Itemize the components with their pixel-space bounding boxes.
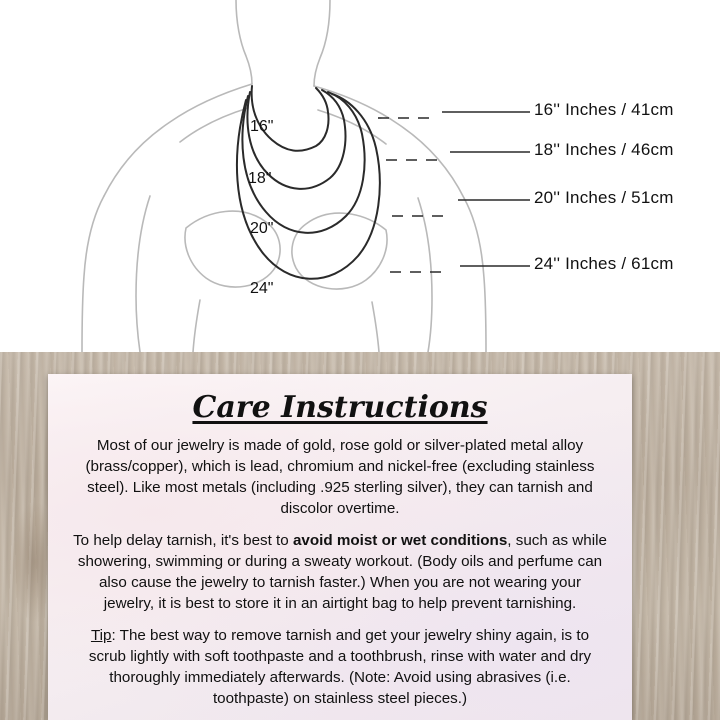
legend-item-16in: 16'' Inches / 41cm <box>534 100 674 119</box>
care-instructions-card <box>48 374 632 720</box>
care-text-2a: To help delay tarnish, it's best to <box>73 531 293 549</box>
care-instructions-panel <box>0 352 720 720</box>
chain-label-20: 20" <box>250 220 274 237</box>
care-text-3a-underline: Tip <box>90 626 112 644</box>
chain-label-18: 18" <box>248 170 272 187</box>
care-paragraph-2 <box>72 531 608 615</box>
legend-item-24in: 24'' Inches / 61cm <box>534 254 674 273</box>
care-text-3b: : The best way to remove tarnish and get your jewelry shiny again, is to scrub lightly with soft toothpaste and a toothbrush, rinse with water and dry thoroughly immediately afterwards. (Note: Avoid using abrasives (i.e. toothpaste) on stainless steel pieces.) <box>88 626 592 707</box>
care-paragraph-3 <box>72 626 608 710</box>
torso-illustration <box>0 0 720 352</box>
care-text-1a: Most of our jewelry is made of gold, rose gold or silver-plated metal alloy (brass/copper), which is lead, chromium and nickel-free (excluding stainless steel). Like most metals (including .925 sterling silver), they can tarnish and discolor overtime. <box>85 437 595 517</box>
legend-item-18in: 18'' Inches / 46cm <box>534 140 674 159</box>
necklace-length-diagram <box>0 0 720 352</box>
chain-label-16: 16" <box>250 118 274 135</box>
care-paragraph-1 <box>72 436 608 520</box>
legend-item-20in: 20'' Inches / 51cm <box>534 188 674 207</box>
care-instructions-title: Care Instructions <box>192 390 488 425</box>
care-text-2c: , such as while showering, swimming or during a sweaty workout. (Body oils and perfume can also cause the jewelry to tarnish faster.) When you are not wearing your jewelry, it is best to store it in an airtight bag to help prevent tarnishing. <box>77 531 607 612</box>
care-text-2b-bold: avoid moist or wet conditions <box>292 531 508 549</box>
chain-label-24: 24" <box>250 280 274 297</box>
